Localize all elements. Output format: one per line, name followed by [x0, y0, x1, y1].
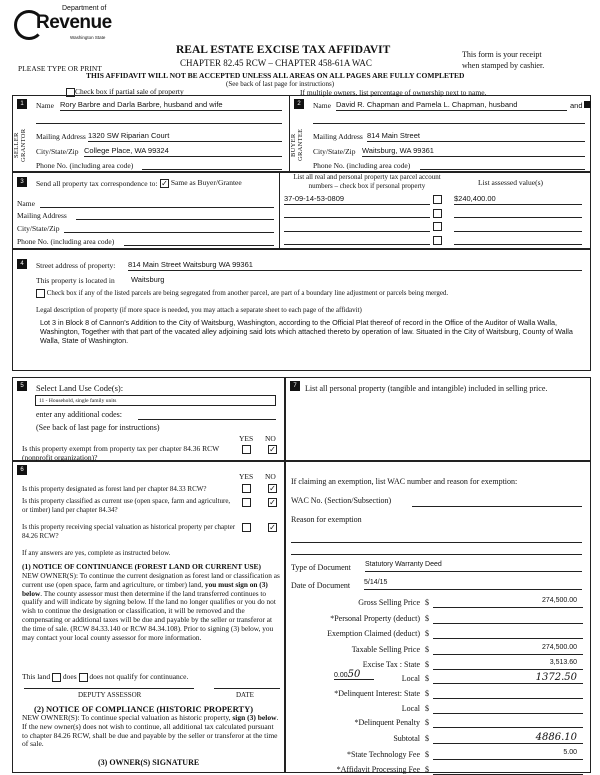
forest-yes-checkbox[interactable]	[242, 484, 251, 493]
section-6-badge: 6	[17, 465, 27, 475]
does-checkbox[interactable]	[52, 673, 61, 682]
calc-currency-10: $	[425, 750, 429, 759]
buyer-more-box[interactable]	[584, 101, 591, 108]
exemption-reason-field-2[interactable]	[291, 545, 582, 555]
form-title: REAL ESTATE EXCISE TAX AFFIDAVIT	[176, 44, 391, 56]
located-in-label: This property is located in	[36, 276, 115, 285]
calc-value-10[interactable]: 5.00	[433, 749, 583, 760]
segregated-checkbox[interactable]	[36, 289, 45, 298]
calc-value-5[interactable]: 1372.50	[433, 673, 583, 684]
section-3-badge: 3	[17, 177, 27, 187]
legal-description-label: Legal description of property (if more space is needed, you may attach a separate sheet to each page of the affidavit)	[36, 306, 362, 314]
calc-currency-5: $	[425, 674, 429, 683]
calc-value-0[interactable]: 274,500.00	[433, 597, 583, 608]
deputy-assessor-signature[interactable]	[24, 688, 194, 689]
buyer-name-field-2[interactable]	[313, 113, 585, 124]
seller-name-field[interactable]: Rory Barbre and Darla Barbre, husband and wife	[60, 100, 282, 111]
wac-label: WAC No. (Section/Subsection)	[291, 496, 392, 505]
exempt-no-checkbox[interactable]: ✓	[269, 445, 276, 454]
buyer-name-label: Name	[313, 101, 331, 110]
continuance-paragraph: NEW OWNER(S): To continue the current designation as forest land or classification as current use (open space, farm and agriculture, or timber) land, you must sign on (3) below. The county assessor must then determine if the land transferred continues to qualify and will indicate by signing below. If the land no longer qualifies or you do not wish to continue the designation or classification, it will be removed and the compensating or additional taxes will be due and payable by the seller or transferor at the time of sale. (RCW 84.33.140 or RCW 84.34.108). Prior to signing (3) below, you may contact your local county assessor for more information.	[22, 571, 280, 642]
if-yes-instruction: If any answers are yes, complete as instructed below.	[22, 549, 171, 557]
calc-currency-4: $	[425, 660, 429, 669]
seller-name-field-2[interactable]	[36, 113, 282, 124]
exemption-label: If claiming an exemption, list WAC number and reason for exemption:	[291, 477, 518, 486]
local-rate-field[interactable]: 0.0050	[334, 669, 374, 680]
calc-currency-6: $	[425, 689, 429, 698]
document-date-label: Date of Document	[291, 581, 351, 590]
buyer-phone-label: Phone No. (including area code)	[313, 161, 411, 170]
tax-corr-divider	[279, 172, 280, 249]
calc-currency-0: $	[425, 598, 429, 607]
form-chapters: CHAPTER 82.45 RCW – CHAPTER 458-61A WAC	[180, 58, 372, 68]
calc-label-1: *Personal Property (deduct)	[330, 614, 420, 623]
wac-field[interactable]	[412, 497, 582, 507]
historic-no-checkbox[interactable]: ✓	[269, 523, 276, 532]
parcel-number-field-3[interactable]	[284, 221, 430, 232]
calc-currency-1: $	[425, 614, 429, 623]
seller-address-field[interactable]: 1320 SW Riparian Court	[88, 131, 282, 142]
calc-value-3[interactable]: 274,500.00	[433, 644, 583, 655]
assessor-date-field[interactable]	[214, 688, 280, 689]
parcel-personal-checkbox-3[interactable]	[433, 222, 442, 231]
street-address-label: Street address of property:	[36, 261, 116, 270]
local-rate-handwriting: 50	[347, 669, 361, 680]
calc-label-6: *Delinquent Interest: State	[334, 689, 420, 698]
personal-property-text: List all personal property (tangible and intangible) included in selling price.	[305, 384, 548, 393]
tax-corr-city-label: City/State/Zip	[17, 224, 60, 233]
land-use-label: Select Land Use Code(s):	[36, 383, 124, 393]
additional-codes-field[interactable]	[138, 410, 276, 420]
buyer-side-label: BUYER GRANTEE	[290, 128, 304, 162]
multiple-owners-note: If multiple owners, list percentage of ownership next to name.	[300, 88, 487, 97]
does-not-checkbox[interactable]	[79, 673, 88, 682]
calc-currency-7: $	[425, 704, 429, 713]
logo-state-text: Washington State	[70, 35, 106, 40]
additional-codes-label: enter any additional codes:	[36, 410, 122, 419]
tax-corr-label: Send all property tax correspondence to:	[36, 179, 158, 188]
calc-label-10: *State Technology Fee	[346, 750, 420, 759]
calc-value-7[interactable]	[433, 703, 583, 714]
tax-corr-city-field[interactable]	[64, 223, 274, 233]
exempt-yes-checkbox[interactable]	[242, 445, 251, 454]
parcel-number-field[interactable]: 37-09-14-53-0809	[284, 194, 430, 205]
assessed-value-field-2[interactable]	[454, 207, 582, 218]
located-in-field[interactable]: Waitsburg	[131, 275, 165, 284]
parcel-number-field-2[interactable]	[284, 207, 430, 218]
tax-corr-mailing-field[interactable]	[76, 210, 274, 220]
this-land-row: This land does does not qualify for continuance.	[22, 672, 189, 681]
exemption-reason-field[interactable]	[291, 533, 582, 543]
buyer-city-field[interactable]: Waitsburg, WA 99361	[362, 146, 585, 157]
assessed-value-field[interactable]: $240,400.00	[454, 194, 582, 205]
section-4-badge: 4	[17, 259, 27, 269]
same-as-buyer-option[interactable]: ✓ Same as Buyer/Grantee	[161, 178, 242, 188]
calc-label-7: Local	[401, 704, 420, 713]
current-use-question: Is this property classified as current use (open space, farm and agriculture, or timber) land per chapter 84.34?	[22, 497, 231, 514]
yes-header-6: YES	[239, 472, 254, 481]
revenue-logo	[14, 4, 124, 50]
calc-currency-2: $	[425, 629, 429, 638]
same-as-buyer-checkbox[interactable]: ✓	[161, 178, 168, 188]
forest-no-checkbox[interactable]: ✓	[269, 484, 276, 493]
section-1-badge: 1	[17, 99, 27, 109]
no-header-6: NO	[265, 472, 276, 481]
completion-warning: THIS AFFIDAVIT WILL NOT BE ACCEPTED UNLESS ALL AREAS ON ALL PAGES ARE FULLY COMPLETED	[86, 71, 465, 80]
calc-currency-9: $	[425, 734, 429, 743]
buyer-phone-field[interactable]	[420, 160, 585, 170]
segregated-option[interactable]: Check box if any of the listed parcels are being segregated from another parcel, are part of a boundary line adjustment or parcels being merged.	[36, 289, 448, 298]
receipt-note-2: when stamped by cashier.	[462, 61, 545, 70]
land-use-see-back: (See back of last page for instructions)	[36, 423, 160, 432]
assessed-value-field-4[interactable]	[454, 234, 582, 245]
seller-address-label: Mailing Address	[36, 132, 86, 141]
calc-label-11: *Affidavit Processing Fee	[336, 765, 420, 774]
receipt-note-1: This form is your receipt	[462, 50, 542, 59]
seller-side-label: SELLER GRANTOR	[13, 128, 27, 162]
seller-name-label: Name	[36, 101, 54, 110]
calc-currency-8: $	[425, 718, 429, 727]
compliance-paragraph: NEW OWNER(S): To continue special valuation as historic property, sign (3) below. If the new owner(s) does not wish to continue, all additional tax calculated pursuant to chapter 84.26 RCW, shall be due and payable by the seller or transferor at the time of sale.	[22, 713, 279, 749]
print-instruction: PLEASE TYPE OR PRINT	[18, 64, 102, 73]
continuance-heading: (1) NOTICE OF CONTINUANCE (FOREST LAND OR CURRENT USE)	[22, 562, 262, 571]
seller-city-label: City/State/Zip	[36, 147, 79, 156]
see-back-note: (See back of last page for instructions)	[226, 80, 335, 88]
calc-label-5: Local	[401, 674, 420, 683]
calc-label-9: Subtotal	[393, 734, 420, 743]
street-address-field[interactable]: 814 Main Street Waitsburg WA 99361	[128, 260, 582, 271]
forest-land-question: Is this property designated as forest land per chapter 84.33 RCW?	[22, 485, 207, 493]
exempt-question: Is this property exempt from property tax per chapter 84.36 RCW (nonprofit organization)?	[22, 444, 220, 462]
owner-signature-heading: (3) OWNER(S) SIGNATURE	[98, 758, 200, 767]
buyer-name-tail: and	[570, 101, 583, 110]
tax-corr-name-field[interactable]	[40, 198, 274, 208]
buyer-city-label: City/State/Zip	[313, 147, 356, 156]
parcel-header: List all real and personal property tax parcel account numbers – check box if personal property	[293, 173, 441, 190]
buyer-address-field[interactable]: 814 Main Street	[367, 131, 585, 142]
tax-corr-phone-label: Phone No. (including area code)	[17, 237, 115, 246]
calc-currency-11: $	[425, 765, 429, 774]
land-use-select[interactable]: 11 - Household, single family units	[35, 395, 276, 406]
parcel-personal-checkbox-2[interactable]	[433, 209, 442, 218]
partial-sale-option[interactable]: Check box if partial sale of property	[66, 87, 184, 97]
parcel-personal-checkbox-4[interactable]	[433, 236, 442, 245]
assessor-date-label: DATE	[236, 691, 254, 699]
document-date-field[interactable]: 5/14/15	[364, 579, 582, 590]
tax-corr-mailing-label: Mailing Address	[17, 211, 67, 220]
calc-value-8[interactable]	[433, 717, 583, 728]
section-2-badge: 2	[294, 99, 304, 109]
assessed-value-field-3[interactable]	[454, 221, 582, 232]
calc-value-4[interactable]: 3,513.60	[433, 659, 583, 670]
tax-corr-name-label: Name	[17, 199, 35, 208]
calc-label-2: Exemption Claimed (deduct)	[327, 629, 420, 638]
deputy-assessor-label: DEPUTY ASSESSOR	[78, 691, 142, 699]
section-5-badge: 5	[17, 381, 27, 391]
current-use-yes-checkbox[interactable]	[242, 498, 251, 507]
historic-question: Is this property receiving special valuation as historical property per chapter 84.26 RCW?	[22, 523, 236, 540]
calc-label-3: Taxable Selling Price	[351, 645, 420, 654]
exemption-reason-label: Reason for exemption	[291, 515, 362, 524]
logo-revenue-text: Revenue	[36, 12, 112, 33]
calc-label-8: *Delinquent Penalty	[354, 718, 420, 727]
document-type-label: Type of Document	[291, 563, 351, 572]
buyer-address-label: Mailing Address	[313, 132, 363, 141]
assessed-header: List assessed value(s)	[478, 178, 543, 187]
compliance-heading: (2) NOTICE OF COMPLIANCE (HISTORIC PROPERTY)	[34, 704, 254, 714]
seller-phone-label: Phone No. (including area code)	[36, 161, 134, 170]
buyer-name-field[interactable]: David R. Chapman and Pamela L. Chapman, husband	[336, 100, 567, 111]
historic-yes-checkbox[interactable]	[242, 523, 251, 532]
yes-header-5: YES	[239, 434, 254, 443]
calc-value-2[interactable]	[433, 628, 583, 639]
seller-phone-field[interactable]	[142, 160, 282, 170]
calc-value-6[interactable]	[433, 688, 583, 699]
calc-value-11[interactable]	[433, 764, 583, 775]
no-header-5: NO	[265, 434, 276, 443]
seller-city-field[interactable]: College Place, WA 99324	[84, 146, 282, 157]
current-use-no-checkbox[interactable]: ✓	[269, 498, 276, 507]
tax-corr-phone-field[interactable]	[124, 236, 274, 246]
section-7-badge: 7	[290, 381, 300, 391]
document-type-field[interactable]: Statutory Warranty Deed	[365, 561, 582, 572]
calc-currency-3: $	[425, 645, 429, 654]
parcel-personal-checkbox-1[interactable]	[433, 195, 442, 204]
calc-label-0: Gross Selling Price	[358, 598, 420, 607]
calc-value-9[interactable]: 4886.10	[433, 733, 583, 744]
logo-dept-text: Department of	[62, 5, 107, 12]
calc-value-1[interactable]	[433, 613, 583, 624]
calc-label-4: Excise Tax : State	[362, 660, 420, 669]
legal-description-text[interactable]: Lot 3 in Block 8 of Cannon's Addition to the City of Waitsburg, Washington, according to the Official Plat thereof of record in the Office of the Auditor of Walla Walla, Washington, Together with that part of the vacated alley adjoining said lots which attached thereto by operation of law. Situated in the City of Waitsburg, County of Walla Walla, State of Washington.	[40, 318, 573, 345]
parcel-number-field-4[interactable]	[284, 234, 430, 245]
